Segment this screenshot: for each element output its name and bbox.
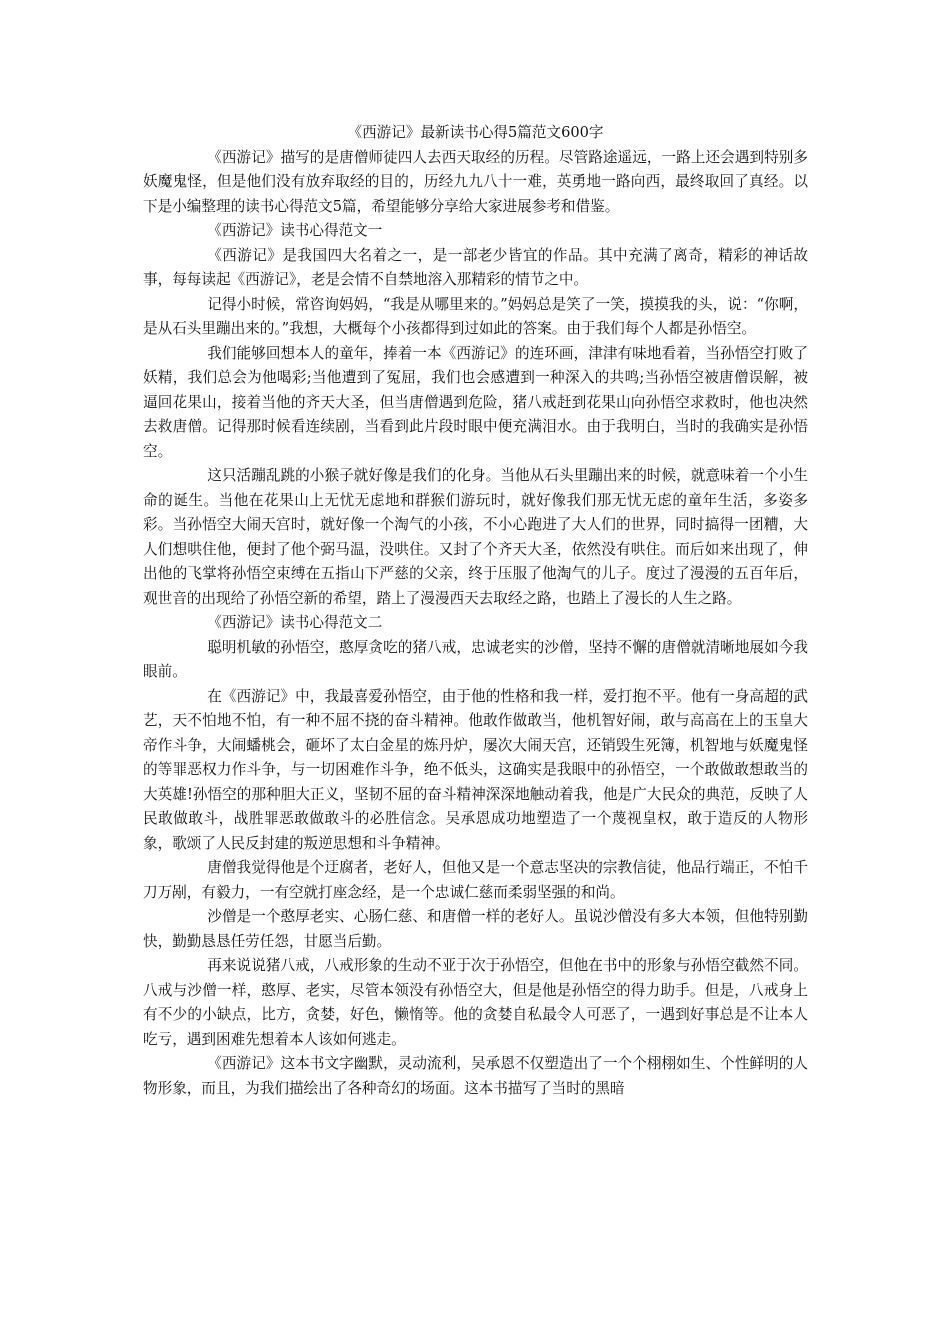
paragraph: 唐僧我觉得他是个迂腐者，老好人，但他又是一个意志坚决的宗教信徒，他品行端正，不怕千刀万剐，有毅力，一有空就打座念经，是一个忠诚仁慈而柔弱坚强的和尚。 [143, 859, 808, 901]
paragraph: 聪明机敏的孙悟空，憨厚贪吃的猪八戒，忠诚老实的沙僧，坚持不懈的唐僧就清晰地展如今我眼前。 [143, 638, 808, 680]
paragraph: 这只活蹦乱跳的小猴子就好像是我们的化身。当他从石头里蹦出来的时候，就意味着一个小生命的诞生。当他在花果山上无忧无虑地和群猴们游玩时，就好像我们那无忧无虑的童年生活，多姿多彩。当孙悟空大闹天宫时，就好像一个淘气的小孩，不小心跑进了大人们的世界，同时搞得一团糟，大人们想哄住他，便封了他个弼马温，没哄住。又封了个齐天大圣，依然没有哄住。而后如来出现了，伸出他的飞掌将孙悟空束缚在五指山下严慈的父亲，终于压服了他淘气的儿子。度过了漫漫的五百年后，观世音的出现给了孙悟空新的希望，踏上了漫漫西天去取经之路，也踏上了漫长的人生之路。 [143, 467, 808, 607]
paragraph: 《西游记》是我国四大名着之一，是一部老少皆宜的作品。其中充满了离奇，精彩的神话故事，每每读起《西游记》，老是会情不自禁地溶入那精彩的情节之中。 [143, 246, 808, 288]
paragraph: 我们能够回想本人的童年，捧着一本《西游记》的连环画，津津有味地看着，当孙悟空打败了妖精，我们总会为他喝彩;当他遭到了冤屈，我们也会感遭到一种深入的共鸣;当孙悟空被唐僧误解，被逼回花果山，接着当他的齐天大圣，但当唐僧遇到危险，猪八戒赶到花果山向孙悟空求救时，他也决然去救唐僧。记得那时候看连续剧，当看到此片段时眼中便充满泪水。由于我明白，当时的我确实是孙悟空。 [143, 344, 808, 460]
paragraph: 再来说说猪八戒，八戒形象的生动不亚于次于孙悟空，但他在书中的形象与孙悟空截然不同。八戒与沙僧一样，憨厚、老实，尽管本领没有孙悟空大，但是他是孙悟空的得力助手。但是，八戒身上有不少的小缺点，比方，贪婪，好色，懒惰等。他的贪婪自私最令人可恶了，一遇到好事总是不让本人吃亏，遇到困难先想着本人该如何逃走。 [143, 957, 808, 1048]
paragraph: 在《西游记》中，我最喜爱孙悟空，由于他的性格和我一样，爱打抱不平。他有一身高超的武艺，天不怕地不怕，有一种不屈不挠的奋斗精神。他敢作做敢当，他机智好闹，敢与高高在上的玉皇大帝作斗争，大闹蟠桃会，砸坏了太白金星的炼丹炉，屡次大闹天宫，还销毁生死簿，机智地与妖魔鬼怪的等罪恶权力作斗争，与一切困难作斗争，绝不低头，这确实是我眼中的孙悟空，一个敢做敢想敢当的大英雄!孙悟空的那种胆大正义，坚韧不屈的奋斗精神深深地触动着我，他是广大民众的典范，反映了人民敢做敢斗，战胜罪恶敢做敢斗的必胜信念。吴承恩成功地塑造了一个蔑视皇权，敢于造反的人物形象，歌颂了人民反封建的叛逆思想和斗争精神。 [143, 687, 808, 852]
document-body [143, 146, 808, 1102]
paragraph: 《西游记》描写的是唐僧师徒四人去西天取经的历程。尽管路途遥远，一路上还会遇到特别多妖魔鬼怪，但是他们没有放弃取经的目的，历经九九八十一难，英勇地一路向西，最终取回了真经。以下是小编整理的读书心得范文5篇，希望能够分享给大家进展参考和借鉴。 [143, 148, 808, 215]
section-heading: 《西游记》读书心得范文一 [207, 222, 383, 239]
paragraph: 《西游记》这本书文字幽默，灵动流利，吴承恩不仅塑造出了一个个栩栩如生、个性鲜明的人物形象，而且，为我们描绘出了各种奇幻的场面。这本书描写了当时的黑暗 [143, 1055, 808, 1097]
section-heading: 《西游记》读书心得范文二 [207, 614, 383, 631]
document-page [143, 121, 808, 1101]
document-title: 《西游记》最新读书心得5篇范文600字 [347, 124, 604, 141]
paragraph: 沙僧是一个憨厚老实、心肠仁慈、和唐僧一样的老好人。虽说沙僧没有多大本领，但他特别勤快，勤勤恳恳任劳任怨，甘愿当后勤。 [143, 908, 808, 950]
paragraph: 记得小时候，常咨询妈妈，“我是从哪里来的。”妈妈总是笑了一笑，摸摸我的头，说：“你啊，是从石头里蹦出来的。”我想，大概每个小孩都得到过如此的答案。由于我们每个人都是孙悟空。 [143, 295, 808, 337]
